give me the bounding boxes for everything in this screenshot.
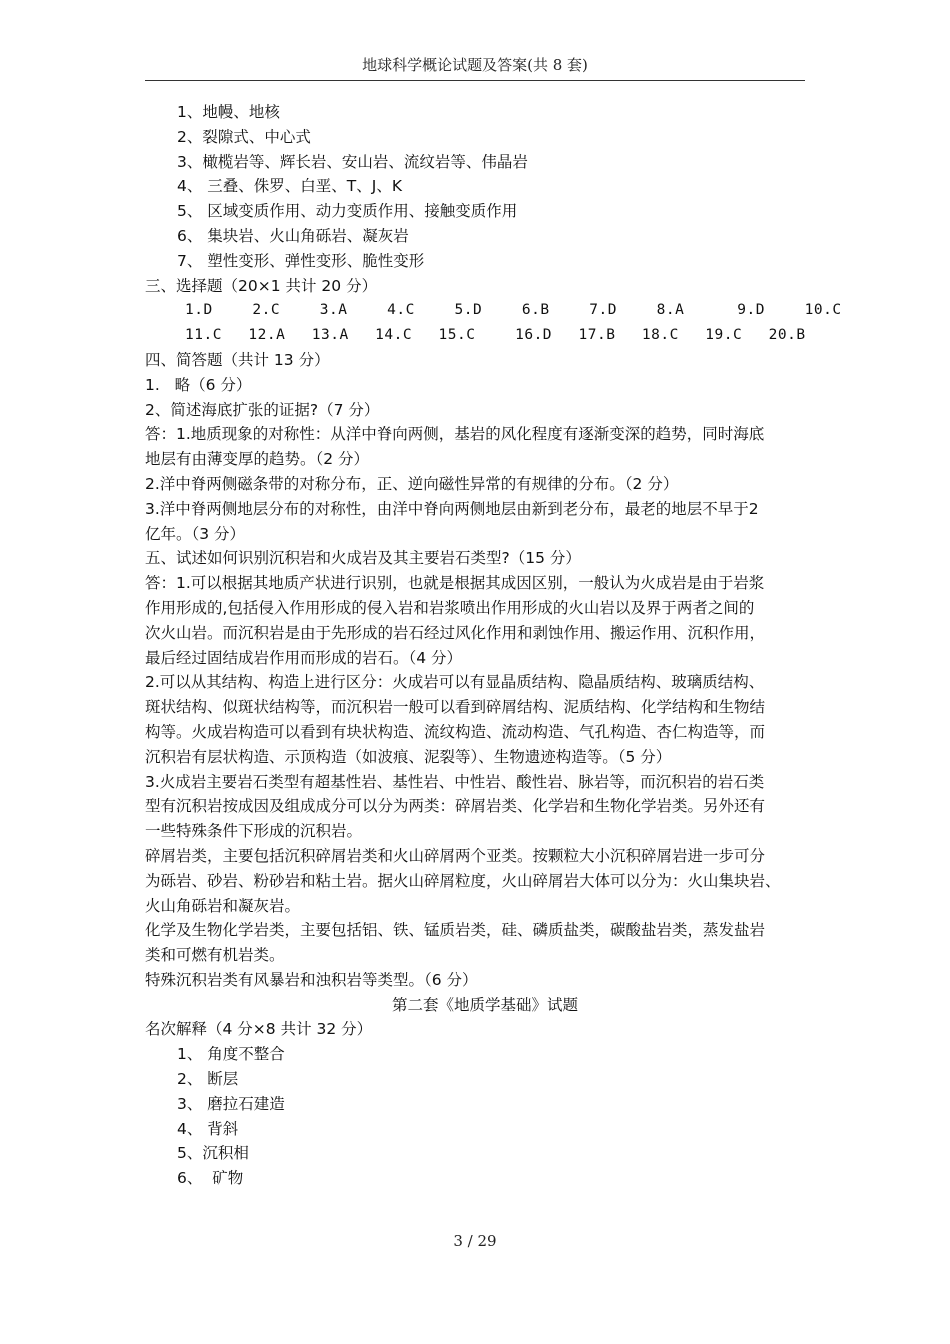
answer-item: 6、 集块岩、火山角砾岩、凝灰岩 bbox=[177, 226, 409, 245]
answer-item: 7、 塑性变形、弹性变形、脆性变形 bbox=[177, 251, 425, 270]
answer-line: 地层有由薄变厚的趋势。（2 分） bbox=[145, 450, 370, 469]
answer-item: 2、裂隙式、中心式 bbox=[177, 127, 311, 146]
answer-line: 2.可以从其结构、构造上进行区分：火成岩可以有显晶质结构、隐晶质结构、玻璃质结构、 bbox=[145, 673, 765, 692]
answer-item: 4、 三叠、侏罗、白垩、T、J、K bbox=[177, 177, 402, 196]
answer-line: 斑状结构、似斑状结构等，而沉积岩一般可以看到碎屑结构、泥质结构、化学结构和生物结 bbox=[145, 698, 766, 717]
header-rule bbox=[145, 80, 805, 81]
answer-line: 沉积岩有层状构造、示顶构造（如波痕、泥裂等）、生物遗迹构造等。（5 分） bbox=[145, 747, 672, 766]
answer-line: 最后经过固结成岩作用而形成的岩石。（4 分） bbox=[145, 648, 463, 667]
section-heading: 四、简答题（共计 13 分） bbox=[145, 350, 330, 369]
answer-line: 答：1.地质现象的对称性：从洋中脊向两侧，基岩的风化程度有逐渐变深的趋势，同时海底 bbox=[145, 425, 765, 444]
term-item: 6、 矿物 bbox=[177, 1169, 244, 1188]
answer-line: 碎屑岩类，主要包括沉积碎屑岩类和火山碎屑两个亚类。按颗粒大小沉积碎屑岩进一步可分 bbox=[145, 846, 766, 865]
answer-line: 次火山岩。而沉积岩是由于先形成的岩石经过风化作用和剥蚀作用、搬运作用、沉积作用， bbox=[145, 623, 766, 642]
set-title: 第二套《地质学基础》试题 bbox=[391, 995, 578, 1014]
answer-line: 特殊沉积岩类有风暴岩和浊积岩等类型。（6 分） bbox=[145, 970, 478, 989]
answer-line: 构等。火成岩构造可以看到有块状构造、流纹构造、流动构造、气孔构造、杏仁构造等，而 bbox=[145, 722, 766, 741]
term-item: 4、 背斜 bbox=[177, 1119, 239, 1138]
answer-line: 型有沉积岩按成因及组成成分可以分为两类：碎屑岩类、化学岩和生物化学岩类。另外还有 bbox=[145, 797, 766, 816]
answer-item: 5、 区域变质作用、动力变质作用、接触变质作用 bbox=[177, 202, 518, 221]
answer-line: 2.洋中脊两侧磁条带的对称分布，正、逆向磁性异常的有规律的分布。（2 分） bbox=[145, 474, 679, 493]
choice-answers-row: 11.C 12.A 13.A 14.C 15.C 16.D 17.B 18.C 19.C 20.B bbox=[185, 327, 806, 344]
section-heading: 名次解释（4 分×8 共计 32 分） bbox=[145, 1020, 373, 1039]
term-item: 3、 磨拉石建造 bbox=[177, 1094, 285, 1113]
question-line: 1. 略（6 分） bbox=[145, 375, 252, 394]
section-heading: 三、选择题（20×1 共计 20 分） bbox=[145, 276, 378, 295]
answer-line: 3.火成岩主要岩石类型有超基性岩、基性岩、中性岩、酸性岩、脉岩等，而沉积岩的岩石类 bbox=[145, 772, 765, 791]
answer-line: 为砾岩、砂岩、粉砂岩和粘土岩。据火山碎屑粒度，火山碎屑岩大体可以分为：火山集块岩、 bbox=[145, 871, 781, 890]
answer-item: 3、橄榄岩等、辉长岩、安山岩、流纹岩等、伟晶岩 bbox=[177, 152, 528, 171]
answer-line: 火山角砾岩和凝灰岩。 bbox=[145, 896, 301, 915]
answer-line: 一些特殊条件下形成的沉积岩。 bbox=[145, 822, 363, 841]
answer-line: 答：1.可以根据其地质产状进行识别，也就是根据其成因区别，一般认为火成岩是由于岩浆 bbox=[145, 574, 765, 593]
term-item: 2、 断层 bbox=[177, 1070, 239, 1089]
answer-item: 1、地幔、地核 bbox=[177, 103, 280, 121]
question-line: 2、简述海底扩张的证据?（7 分） bbox=[145, 400, 380, 419]
document-body bbox=[145, 100, 842, 1191]
answer-line: 3.洋中脊两侧地层分布的对称性，由洋中脊向两侧地层由新到老分布，最老的地层不早于2 bbox=[145, 499, 759, 518]
answer-line: 亿年。（3 分） bbox=[145, 524, 246, 543]
page-header: 地球科学概论试题及答案(共 8 套) bbox=[362, 56, 588, 74]
page-number: 3 / 29 bbox=[453, 1232, 497, 1250]
answer-line: 作用形成的,包括侵入作用形成的侵入岩和岩浆喷出作用形成的火山岩以及界于两者之间的 bbox=[145, 598, 755, 617]
choice-answers-row: 1.D 2.C 3.A 4.C 5.D 6.B 7.D 8.A 9.D 10.C bbox=[185, 302, 842, 319]
answer-line: 化学及生物化学岩类，主要包括铝、铁、锰质岩类，硅、磷质盐类，碳酸盐岩类，蒸发盐岩 bbox=[145, 921, 766, 940]
answer-line: 类和可燃有机岩类。 bbox=[145, 946, 285, 965]
term-item: 1、 角度不整合 bbox=[177, 1045, 285, 1064]
section-heading: 五、试述如何识别沉积岩和火成岩及其主要岩石类型?（15 分） bbox=[145, 549, 581, 568]
term-item: 5、沉积相 bbox=[177, 1144, 249, 1163]
